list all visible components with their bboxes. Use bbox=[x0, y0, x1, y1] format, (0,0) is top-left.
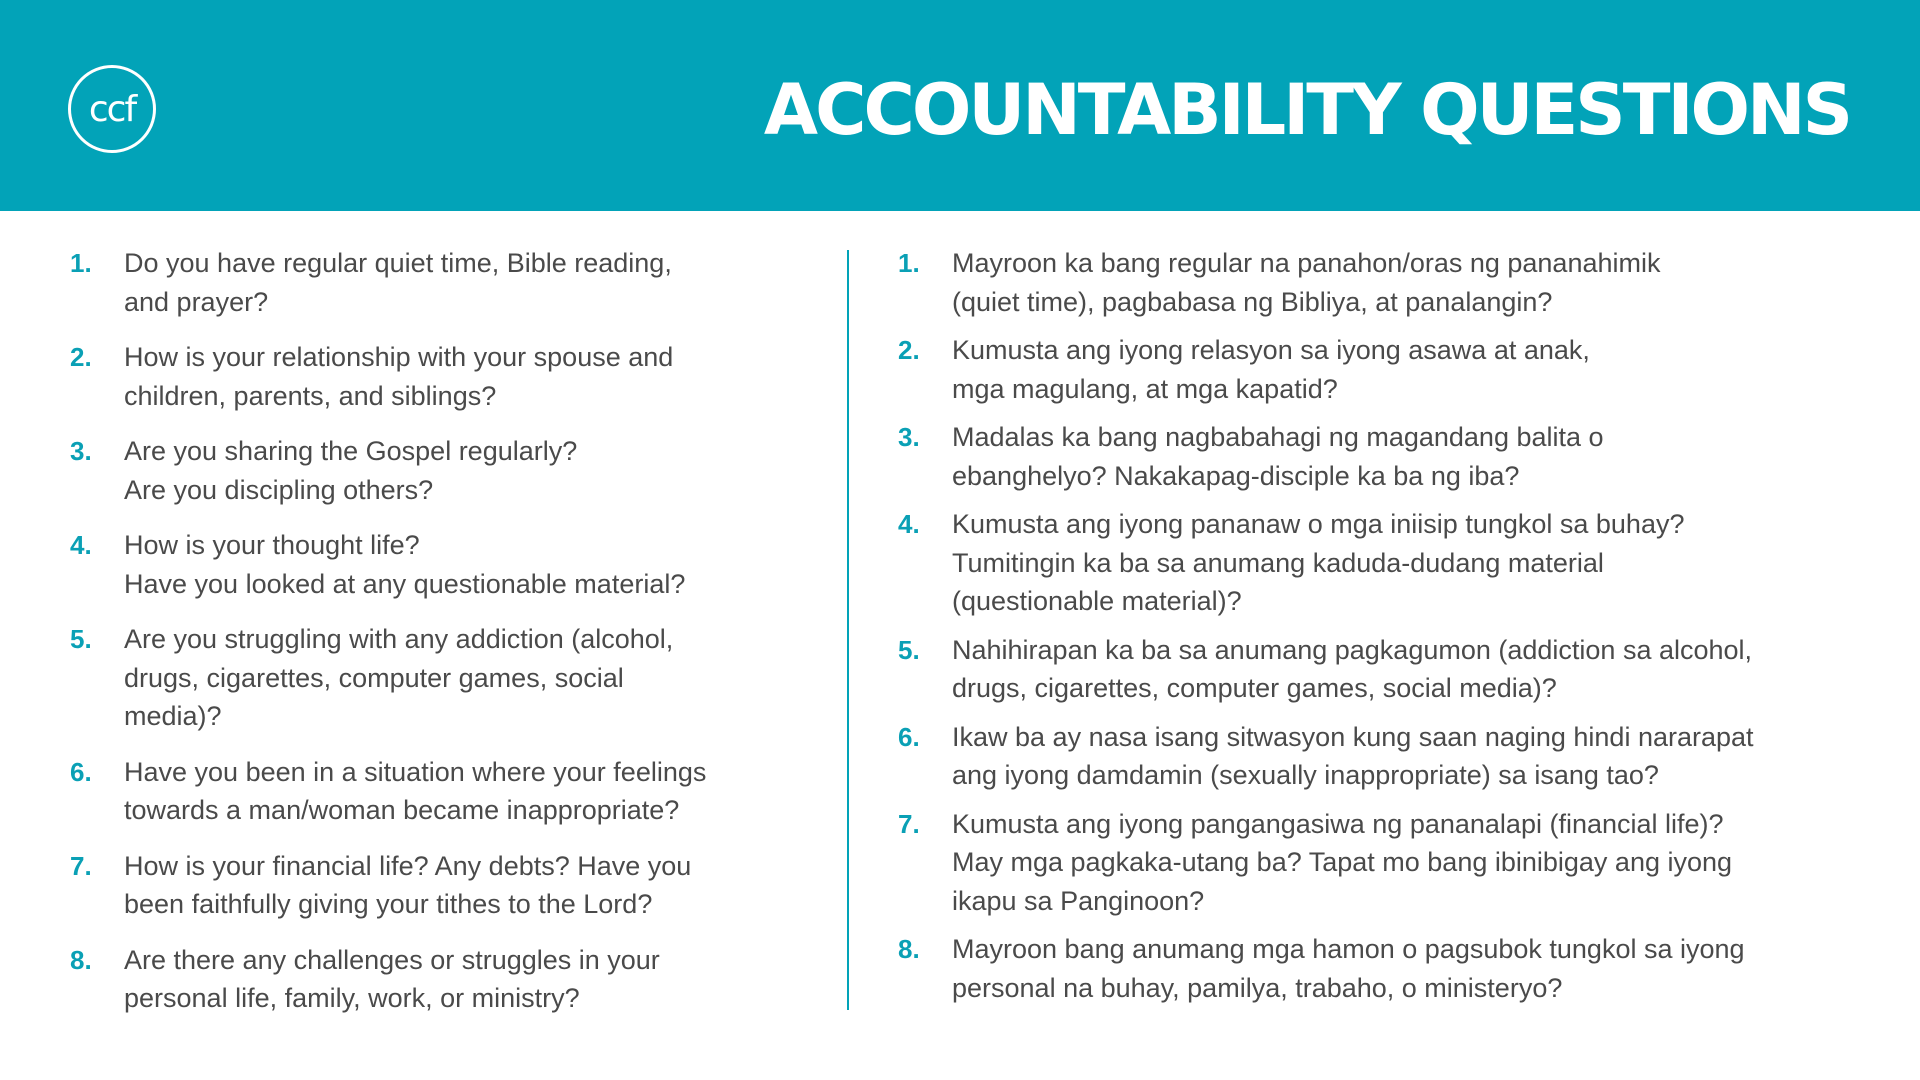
list-item bbox=[898, 718, 1858, 795]
tagalog-questions-list bbox=[898, 244, 1858, 1017]
list-item bbox=[898, 930, 1858, 1007]
ccf-logo bbox=[68, 65, 156, 153]
list-item bbox=[70, 941, 790, 1018]
list-item bbox=[898, 631, 1858, 708]
item-number: 1. bbox=[70, 248, 92, 278]
item-number: 2. bbox=[70, 342, 92, 372]
item-text: Are you struggling with any addiction (alcohol, drugs, cigarettes, computer games, social media)? bbox=[124, 624, 674, 731]
list-item bbox=[898, 331, 1858, 408]
item-number: 3. bbox=[70, 436, 92, 466]
list-item bbox=[70, 432, 790, 509]
item-number: 6. bbox=[898, 721, 920, 752]
item-number: 4. bbox=[70, 530, 92, 560]
header-banner bbox=[0, 0, 1920, 211]
item-text: How is your relationship with your spouse and children, parents, and siblings? bbox=[124, 342, 674, 411]
item-text: Kumusta ang iyong relasyon sa iyong asawa at anak, mga magulang, at mga kapatid? bbox=[952, 335, 1590, 404]
item-text: How is your thought life? Have you looked at any questionable material? bbox=[124, 530, 686, 599]
item-number: 5. bbox=[70, 624, 92, 654]
english-questions-list bbox=[70, 244, 790, 1035]
item-text: Kumusta ang iyong pangangasiwa ng pananalapi (financial life)? May mga pagkaka-utang ba? Tapat mo bang ibinibigay ang iyong ikapu sa Panginoon? bbox=[952, 808, 1733, 916]
item-text: Have you been in a situation where your feelings towards a man/woman became inappropriate? bbox=[124, 756, 707, 825]
list-item bbox=[70, 338, 790, 415]
item-text: Ikaw ba ay nasa isang sitwasyon kung saan naging hindi nararapat ang iyong damdamin (sexually inappropriate) sa isang tao? bbox=[952, 721, 1754, 790]
list-item bbox=[898, 805, 1858, 921]
item-number: 2. bbox=[898, 335, 920, 365]
item-number: 8. bbox=[898, 934, 920, 964]
item-number: 4. bbox=[898, 509, 920, 539]
item-text: Mayroon bang anumang mga hamon o pagsubok tungkol sa iyong personal na buhay, pamilya, trabaho, o ministeryo? bbox=[952, 934, 1745, 1003]
logo-text: ccf bbox=[88, 88, 136, 130]
item-text: Madalas ka bang nagbabahagi ng magandang balita o ebanghelyo? Nakakapag-disciple ka ba ng iba? bbox=[952, 422, 1604, 491]
list-item bbox=[70, 753, 790, 830]
item-number: 7. bbox=[70, 850, 92, 881]
item-number: 1. bbox=[898, 248, 920, 278]
list-item bbox=[898, 244, 1858, 321]
list-item bbox=[70, 847, 790, 924]
list-item bbox=[70, 526, 790, 603]
item-number: 3. bbox=[898, 422, 920, 452]
item-text: How is your financial life? Any debts? Have you been faithfully giving your tithes to the Lord? bbox=[124, 850, 692, 919]
item-text: Are you sharing the Gospel regularly? Are you discipling others? bbox=[124, 436, 578, 505]
item-number: 5. bbox=[898, 634, 920, 665]
list-item bbox=[898, 505, 1858, 621]
item-text: Nahihirapan ka ba sa anumang pagkagumon (addiction sa alcohol, drugs, cigarettes, computer games, social media)? bbox=[952, 634, 1753, 703]
column-divider bbox=[847, 250, 849, 1010]
item-text: Do you have regular quiet time, Bible reading, and prayer? bbox=[124, 248, 672, 317]
item-text: Are there any challenges or struggles in your personal life, family, work, or ministry? bbox=[124, 944, 660, 1013]
list-item bbox=[70, 244, 790, 321]
page-title: ACCOUNTABILITY QUESTIONS bbox=[763, 69, 1850, 151]
list-item bbox=[70, 620, 790, 736]
item-text: Kumusta ang iyong pananaw o mga iniisip tungkol sa buhay? Tumitingin ka ba sa anumang kaduda-dudang material (questionable material)? bbox=[952, 509, 1685, 616]
item-number: 7. bbox=[898, 808, 920, 839]
item-text: Mayroon ka bang regular na panahon/oras ng pananahimik (quiet time), pagbabasa ng Bibliya, at panalangin? bbox=[952, 248, 1661, 317]
item-number: 8. bbox=[70, 944, 92, 975]
list-item bbox=[898, 418, 1858, 495]
item-number: 6. bbox=[70, 756, 92, 787]
